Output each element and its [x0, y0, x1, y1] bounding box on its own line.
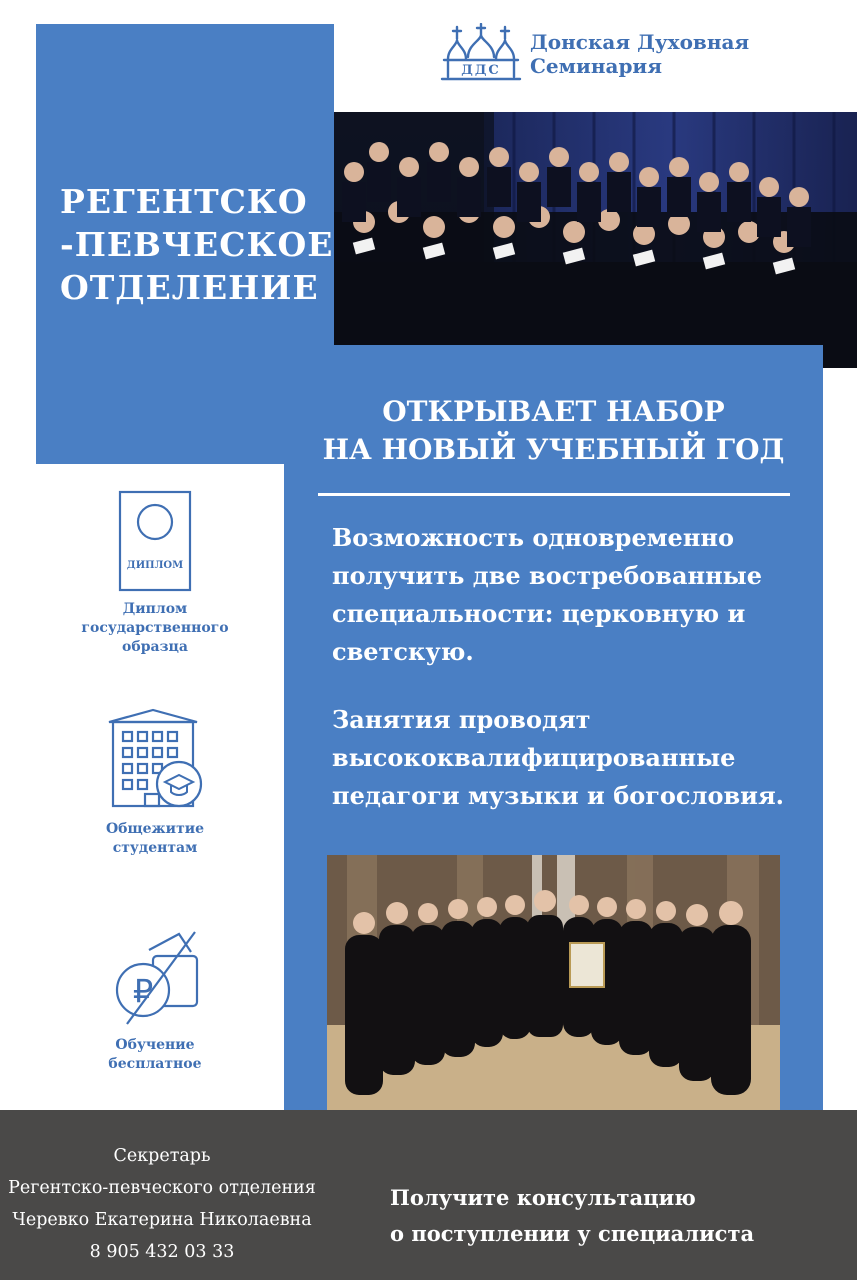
feature-diploma [60, 490, 250, 657]
feature-label-line: Общежитие [105, 821, 205, 837]
secretary-contact [0, 1140, 324, 1268]
dormitory-icon [105, 708, 205, 812]
feature-label-line: образца [122, 639, 188, 655]
contact-role: Секретарь [113, 1146, 211, 1166]
contact-phone[interactable]: 8 905 432 03 33 [89, 1242, 235, 1262]
paragraph-line: специальности: церковную и [332, 599, 746, 628]
paragraph-line: Занятия проводят [332, 705, 591, 734]
consultation-cta [390, 1180, 754, 1252]
admission-headline-line: ОТКРЫВАЕТ НАБОР [382, 395, 725, 428]
church-domes-icon [440, 23, 522, 85]
choir-group-photo [327, 855, 780, 1110]
contact-name: Черевко Екатерина Николаевна [12, 1210, 312, 1230]
feature-label-line: Диплом [122, 601, 188, 617]
paragraph-line: светскую. [332, 637, 474, 666]
admission-panel [284, 345, 823, 1156]
choir-group-illustration [327, 855, 780, 1110]
teachers-paragraph [332, 701, 802, 815]
feature-label-line: Обучение [115, 1037, 195, 1053]
footer [0, 1110, 857, 1280]
feature-label-line: бесплатное [108, 1056, 202, 1072]
seminary-logo[interactable] [440, 22, 749, 86]
feature-free-tuition [60, 928, 250, 1074]
cta-line: о поступлении у специалиста [390, 1221, 755, 1246]
feature-label [60, 600, 250, 657]
paragraph-line: получить две востребованные [332, 561, 762, 590]
diploma-badge-text: ДИПЛОМ [126, 560, 184, 571]
diploma-icon [118, 490, 192, 592]
department-title-line: -ПЕВЧЕСКОЕ [60, 224, 334, 264]
logo-monogram: ДДС [461, 63, 501, 78]
feature-label [60, 820, 250, 858]
divider [318, 493, 790, 496]
department-title [60, 180, 334, 309]
cta-line: Получите консультацию [390, 1185, 696, 1210]
ruble-sign: ₽ [132, 972, 154, 1010]
department-title-line: ОТДЕЛЕНИЕ [60, 267, 319, 307]
logo-wordmark-line: Семинария [530, 54, 663, 78]
paragraph-line: высококвалифицированные [332, 743, 736, 772]
contact-department: Регентско-певческого отделения [8, 1178, 316, 1198]
free-tuition-icon [105, 928, 205, 1028]
dual-specialty-paragraph [332, 519, 802, 671]
paragraph-line: педагоги музыки и богословия. [332, 781, 785, 810]
logo-wordmark [530, 30, 749, 78]
paragraph-line: Возможность одновременно [332, 523, 734, 552]
department-title-line: РЕГЕНТСКО [60, 181, 308, 221]
logo-wordmark-line: Донская Духовная [530, 30, 750, 54]
choir-concert-illustration [334, 112, 857, 368]
choir-concert-photo [334, 112, 857, 368]
admission-headline [284, 393, 823, 469]
feature-label-line: студентам [112, 840, 198, 856]
feature-label-line: государственного [81, 620, 229, 636]
feature-dormitory [60, 708, 250, 858]
feature-label [60, 1036, 250, 1074]
admission-headline-line: НА НОВЫЙ УЧЕБНЫЙ ГОД [322, 433, 785, 466]
